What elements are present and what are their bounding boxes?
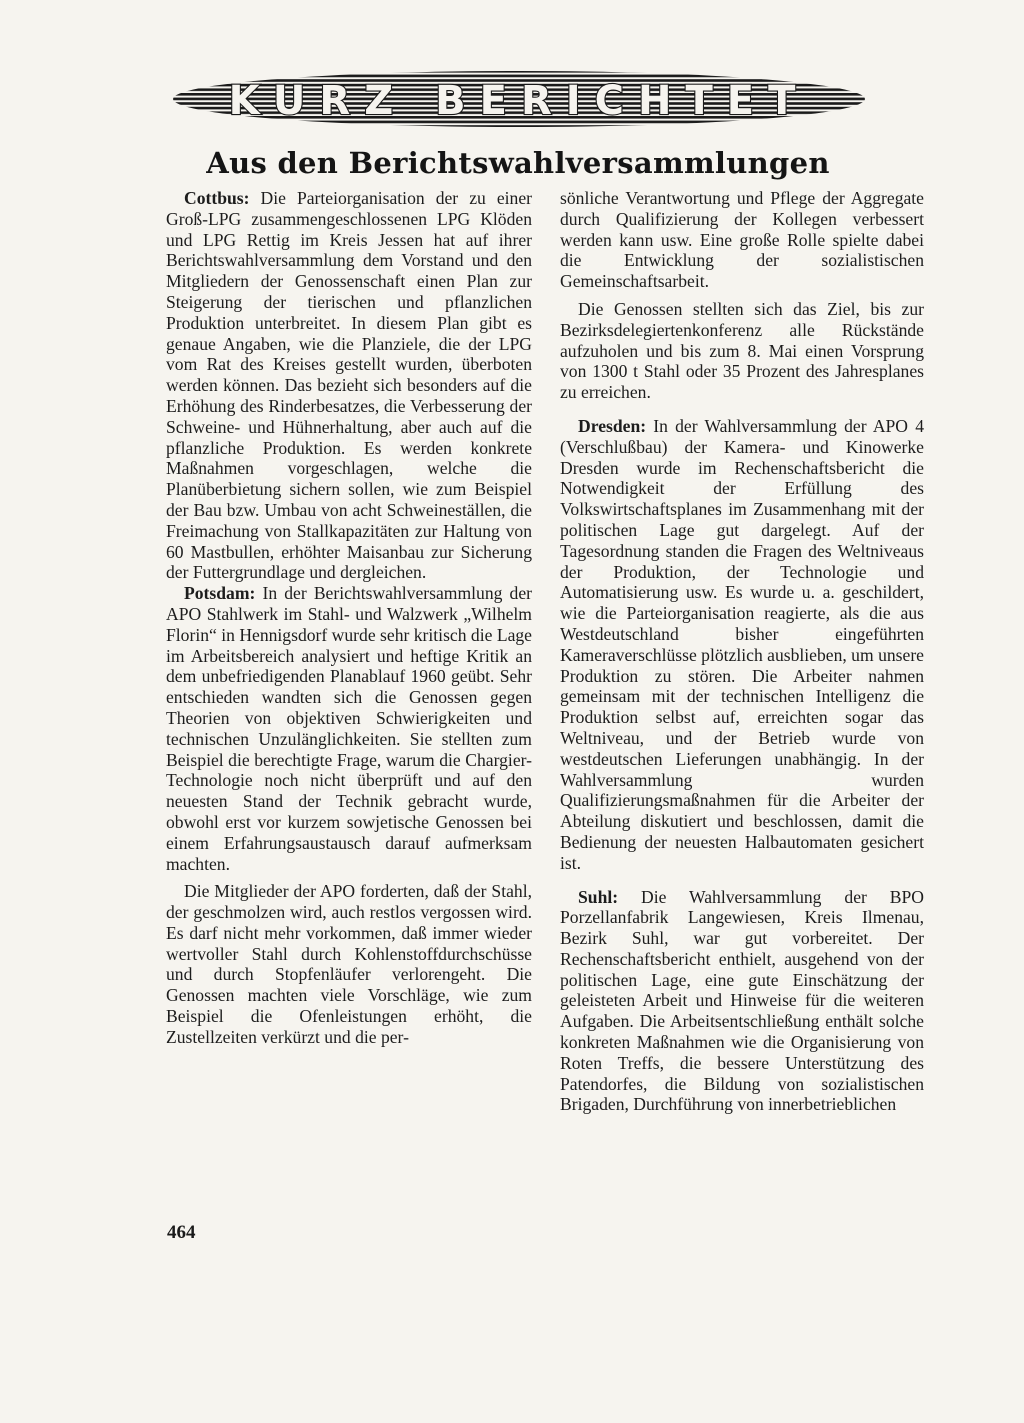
right-column bbox=[560, 188, 924, 1115]
banner-title: KURZ BERICHTET bbox=[228, 78, 810, 124]
paragraph-continuation: sönliche Verantwortung und Pflege der Aggregate durch Qualifizierung der Kollegen verbessert werden kann usw. Eine große Rolle spielte dabei die Entwicklung der sozialistischen Gemeinschaftsarbeit. bbox=[560, 188, 924, 292]
page-number: 464 bbox=[167, 1222, 196, 1243]
paragraph-text: In der Berichtswahlversammlung der APO Stahlwerk im Stahl- und Walzwerk „Wilhelm Florin“ in Hennigsdorf wurde sehr kritisch die Lage im Arbeitsbereich analysiert und heftige Kritik an dem unbefriedigenden Planablauf 1960 geübt. Sehr entschieden wandten sich die Genossen gegen Theorien von objektiven Schwierigkeiten und technischen Unzulänglichkeiten. Sie stellten zum Beispiel die berechtigte Frage, warum die Chargier-Technologie noch nicht überprüft und auf den neuesten Stand der Technik gebracht wurde, obwohl erst vor kurzem sowjetische Genossen bei einem Erfahrungsaustausch darauf aufmerksam machten. bbox=[166, 583, 532, 874]
banner-graphic bbox=[172, 70, 866, 128]
place-label: Dresden: bbox=[578, 415, 647, 436]
paragraph-dresden bbox=[560, 416, 924, 874]
paragraph-cottbus bbox=[166, 188, 532, 583]
paragraph-potsdam bbox=[166, 583, 532, 874]
left-column bbox=[166, 188, 532, 1048]
paragraph-text: Die Parteiorganisation der zu einer Groß-LPG zusammengeschlossenen LPG Klöden und LPG Rettig im Kreis Jessen hat auf ihrer Berichtswahlversammlung dem Vorstand und den Mitgliedern der Genossenschaft einen Plan zur Steigerung der tierischen und pflanzlichen Produktion unterbreitet. In diesem Plan gibt es genaue Angaben, wie die Planziele, die der LPG vom Rat des Kreises gestellt wurden, überboten werden können. Das bezieht sich besonders auf die Erhöhung des Rinderbesatzes, die Verbesserung der Schweine- und Hühnerhaltung, aber auch auf die pflanzliche Produktion. Es werden konkrete Maßnahmen vorgeschlagen, welche die Planüberbietung sichern sollen, wie zum Beispiel der Bau bzw. Umbau von acht Schweineställen, die Freimachung von Stallkapazitäten zur Haltung von 60 Mastbullen, erhöhter Maisanbau zur Sicherung der Futtergrundlage und dergleichen. bbox=[166, 188, 532, 583]
paragraph-text: Die Wahlversammlung der BPO Porzellanfabrik Langewiesen, Kreis Ilmenau, Bezirk Suhl, war gut vorbereitet. Der Rechenschaftsbericht enthielt, ausgehend von der politischen Lage, eine gute Einschätzung der geleisteten Arbeit und Hinweise für die weiteren Aufgaben. Die Arbeitsentschließung enthält solche konkreten Maßnahmen wie die Organisierung von Roten Treffs, die bessere Unterstützung des Patendorfes, die Bildung von sozialistischen Brigaden, Durchführung von innerbetrieblichen bbox=[560, 886, 924, 1115]
section-banner bbox=[172, 70, 866, 128]
place-label: Suhl: bbox=[578, 886, 619, 907]
place-label: Potsdam: bbox=[184, 583, 256, 604]
place-label: Cottbus: bbox=[184, 188, 250, 208]
paragraph-text: In der Wahlversammlung der APO 4 (Verschlußbau) der Kamera- und Kinowerke Dresden wurde im Rechenschaftsbericht die Notwendigkeit der Erfüllung des Volkswirtschaftsplanes im Zusammenhang mit der politischen Lage gut dargelegt. Auf der Tagesordnung standen die Fragen des Weltniveaus der Produktion, der Technologie und Automatisierung usw. Es wurde u. a. geschildert, wie die Parteiorganisation reagierte, als die aus Westdeutschland bisher eingeführten Kameraverschlüsse plötzlich ausblieben, um unsere Produktion zu stören. Die Arbeiter nahmen gemeinsam mit der technischen Intelligenz die Produktion selbst auf, erreichten sogar das Weltniveau, und der Betrieb wurde von westdeutschen Lieferungen unabhängig. In der Wahlversammlung wurden Qualifizierungsmaßnahmen für die Arbeiter der Abteilung diskutiert und beschlossen, damit die Bedienung der neuesten Halbautomaten gesichert ist. bbox=[560, 415, 924, 873]
article-headline: Aus den Berichtswahlversammlungen bbox=[206, 146, 830, 180]
paragraph-suhl bbox=[560, 887, 924, 1116]
paragraph-ziel: Die Genossen stellten sich das Ziel, bis zur Bezirksdelegiertenkonferenz alle Rückstände aufzuholen und bis zum 8. Mai einen Vorsprung von 1300 t Stahl oder 35 Prozent des Jahresplanes zu erreichen. bbox=[560, 298, 924, 403]
paragraph-apo: Die Mitglieder der APO forderten, daß der Stahl, der geschmolzen wird, auch restlos vergossen wird. Es darf nicht mehr vorkommen, daß immer wieder wertvoller Stahl durch Kohlenstoffdurchschüsse und durch Stopfenläufer verlorengeht. Die Genossen machten viele Vorschläge, wie zum Beispiel die Ofenleistungen erhöht, die Zustellzeiten verkürzt und die per- bbox=[166, 881, 532, 1047]
